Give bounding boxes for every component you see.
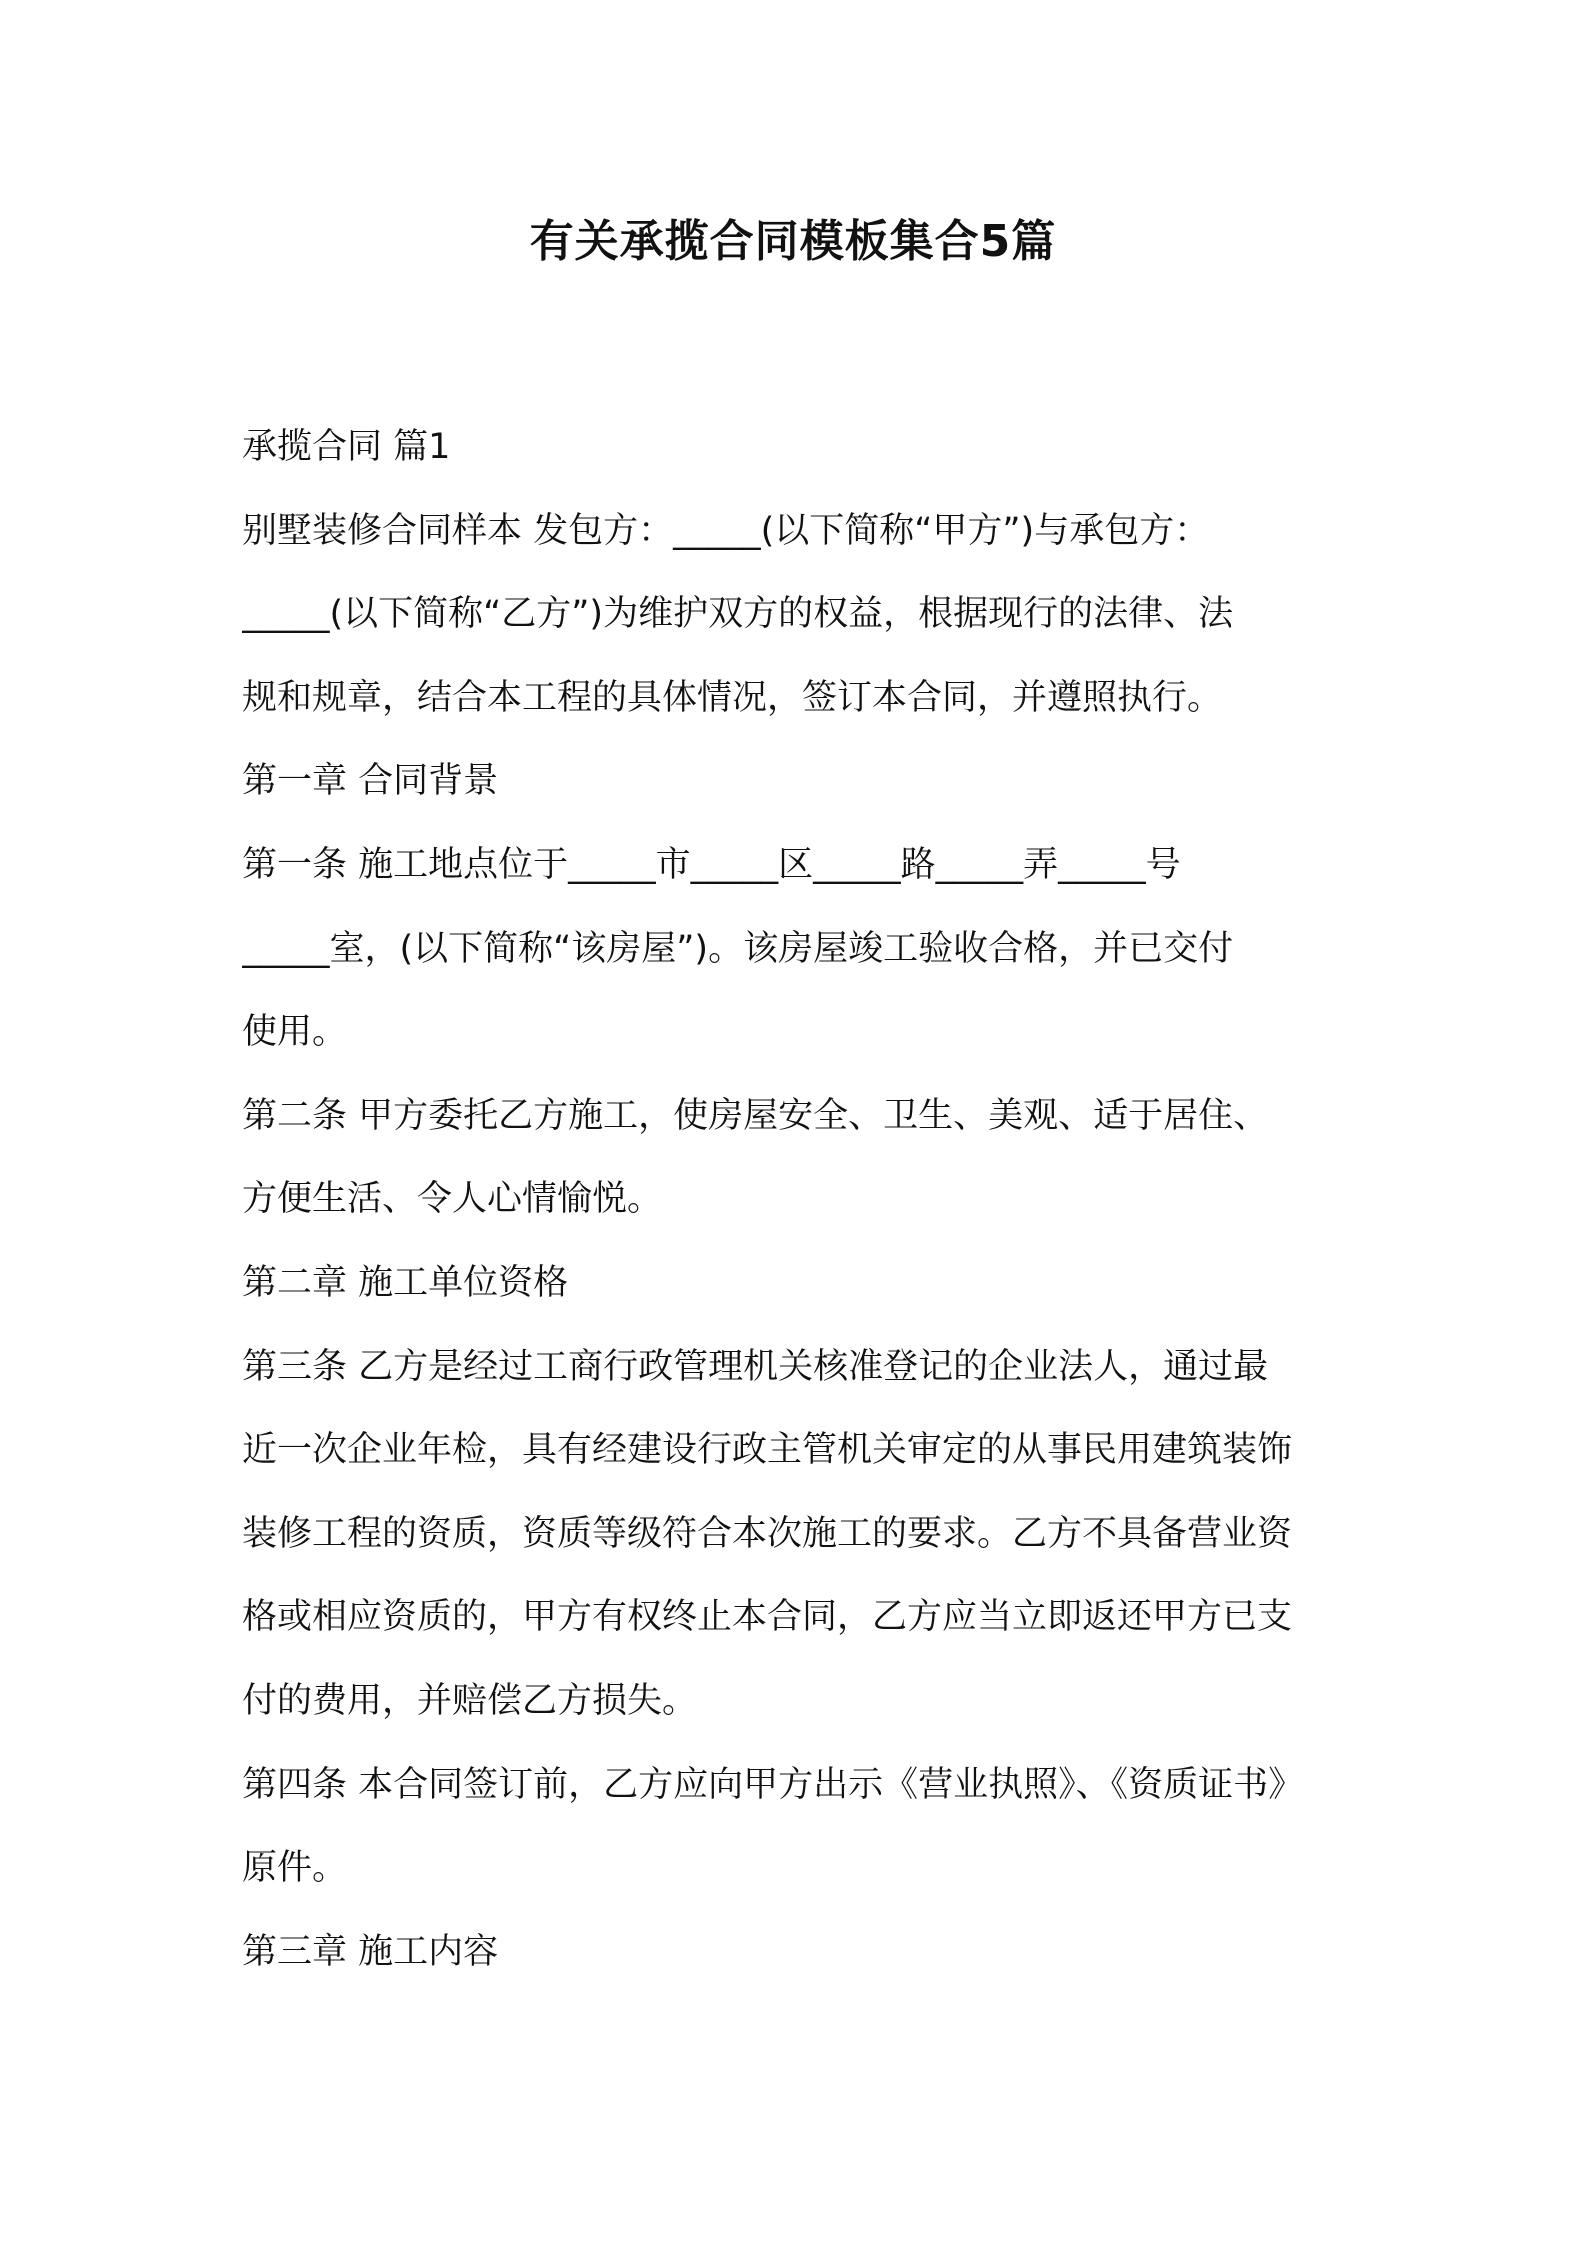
article-line: 第四条 本合同签订前，乙方应向甲方出示《营业执照》、《资质证书》 bbox=[242, 1764, 1304, 1805]
article-line: 装修工程的资质，资质等级符合本次施工的要求。乙方不具备营业资 bbox=[242, 1513, 1293, 1554]
document-body bbox=[242, 406, 1362, 1994]
article-line: 使用。 bbox=[242, 1012, 348, 1053]
document-title: 有关承揽合同模板集合5篇 bbox=[529, 216, 1057, 267]
article-line: 方便生活、令人心情愉悦。 bbox=[242, 1179, 663, 1220]
article-line: 第一条 施工地点位于_____市_____区_____路_____弄_____号 bbox=[242, 844, 1181, 885]
article-line: _____室，(以下简称“该房屋”)。该房屋竣工验收合格，并已交付 bbox=[242, 928, 1234, 969]
article-line: 近一次企业年检，具有经建设行政主管机关审定的从事民用建筑装饰 bbox=[242, 1430, 1293, 1471]
section-heading: 承揽合同 篇1 bbox=[242, 427, 451, 467]
article-line: 格或相应资质的，甲方有权终止本合同，乙方应当立即返还甲方已支 bbox=[242, 1597, 1293, 1638]
article-line: 第二条 甲方委托乙方施工，使房屋安全、卫生、美观、适于居住、 bbox=[242, 1095, 1269, 1136]
paragraph-line: 别墅装修合同样本 发包方：_____(以下简称“甲方”)与承包方： bbox=[242, 510, 1210, 551]
chapter-heading: 第三章 施工内容 bbox=[242, 1931, 499, 1972]
article-line: 第三条 乙方是经过工商行政管理机关核准登记的企业法人，通过最 bbox=[242, 1346, 1269, 1387]
chapter-heading: 第二章 施工单位资格 bbox=[242, 1262, 569, 1303]
paragraph-line: 规和规章，结合本工程的具体情况，签订本合同，并遵照执行。 bbox=[242, 677, 1223, 718]
chapter-heading: 第一章 合同背景 bbox=[242, 761, 499, 802]
paragraph-line: _____(以下简称“乙方”)为维护双方的权益，根据现行的法律、法 bbox=[242, 594, 1234, 635]
article-line: 原件。 bbox=[242, 1848, 348, 1889]
article-line: 付的费用，并赔偿乙方损失。 bbox=[242, 1680, 698, 1721]
